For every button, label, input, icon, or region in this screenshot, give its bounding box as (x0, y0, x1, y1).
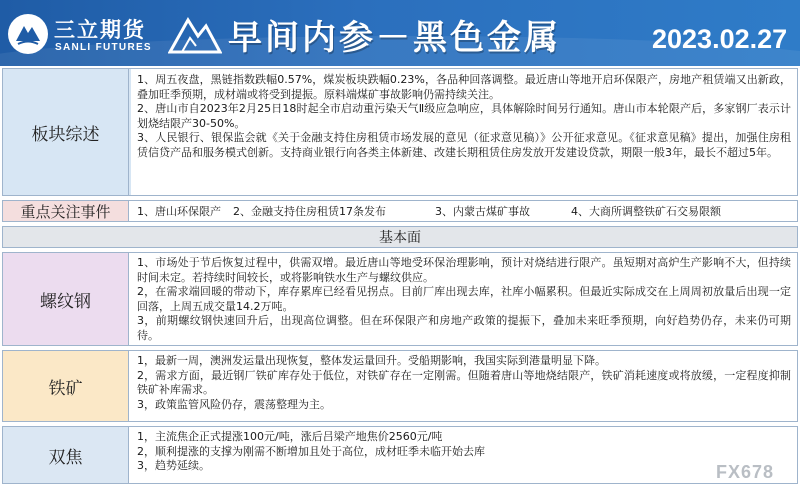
logo-chinese-name: 三立期货 (54, 18, 146, 42)
iron-ore-content (131, 351, 797, 421)
iron-ore-line: 2，需求方面，最近钢厂铁矿库存处于低位，对铁矿存在一定刚需。但随着唐山等地烧结限产，铁矿消耗速度或将放缓，一定程度抑制铁矿补库需求。 (137, 368, 791, 397)
section-overview (2, 68, 798, 196)
section-coke (2, 426, 798, 484)
overview-line: 1、周五夜盘，黑链指数跌幅0.57%，煤炭板块跌幅0.23%，各品种回落调整。最近唐山等地开启环保限产，房地产租赁端又出新政，叠加旺季预期，成材端或将受到提振。原料端煤矿事故影响仍需持续关注。 (137, 73, 791, 101)
overview-label: 板块综述 (3, 69, 129, 195)
logo-english-name: SANLI FUTURES (55, 42, 152, 53)
overview-line: 3、人民银行、银保监会就《关于金融支持住房租赁市场发展的意见（征求意见稿）》公开征求意见。《征求意见稿》提出，加强住房租赁信贷产品和服务模式创新。支持商业银行向各类主体新建、改建长期租赁住房发放开发建设贷款，期限一般3年，最长不超过5年。 (137, 131, 791, 159)
coke-label: 双焦 (3, 427, 129, 483)
sanli-logo-icon (8, 14, 48, 54)
header-banner (0, 0, 800, 66)
rebar-label: 螺纹钢 (3, 253, 129, 345)
coke-line: 1，主流焦企正式提涨100元/吨，涨后吕梁产地焦价2560元/吨 (137, 430, 443, 443)
iron-ore-label: 铁矿 (3, 351, 129, 421)
rebar-line: 1、市场处于节后恢复过程中，供需双增。最近唐山等地受环保治理影响，预计对烧结进行限产。虽短期对高炉生产影响不大，但持续时间未定。若持续时间较长，或将影响铁水生产与螺纹供应。 (137, 256, 791, 284)
iron-ore-line: 1，最新一周，澳洲发运量出现恢复，整体发运量回升。受船期影响，我国实际到港量明显下降。 (137, 354, 606, 367)
coke-line: 3，趋势延续。 (137, 459, 210, 473)
section-fundamentals-header (2, 226, 798, 248)
events-list (131, 201, 797, 221)
section-iron-ore (2, 350, 798, 422)
overview-line: 2、唐山市自2023年2月25日18时起全市启动重污染天气Ⅱ级应急响应，具体解除时间另行通知。唐山市本轮限产后，多家钢厂表示计划烧结限产30-50%。 (137, 102, 791, 130)
overview-content (131, 69, 797, 195)
fundamentals-heading: 基本面 (379, 230, 421, 246)
event-item: 3、内蒙古煤矿事故 (435, 205, 530, 218)
event-item: 4、大商所调整铁矿石交易限额 (571, 205, 721, 218)
coke-content (131, 427, 797, 483)
event-item: 1、唐山环保限产 (137, 205, 221, 218)
coke-line: 2，顺利提涨的支撑为刚需不断增加且处于高位，成材旺季未临开始去库 (137, 444, 485, 458)
report-date: 2023.02.27 (652, 24, 788, 54)
mountain-icon (168, 12, 222, 56)
iron-ore-line: 3，政策监管风险仍存，震荡整理为主。 (137, 397, 331, 411)
event-item: 2、金融支持住房租赁17条发布 (233, 205, 386, 218)
watermark: FX678 (716, 462, 775, 482)
rebar-line: 2，在需求端回暖的带动下，库存累库已经看见拐点。目前厂库出现去库，社库小幅累积。但最近实际成交在上周周初放量后出现一定回落，上周五成交量14.2万吨。 (137, 285, 791, 313)
events-label: 重点关注事件 (3, 201, 129, 221)
rebar-line: 3，前期螺纹钢快速回升后，出现高位调整。但在环保限产和房地产政策的提振下，叠加未来旺季预期，向好趋势仍存，未来仍可期待。 (137, 314, 791, 342)
section-key-events (2, 200, 798, 222)
rebar-content (131, 253, 797, 345)
page-title: 早间内参－黑色金属 (228, 18, 561, 58)
section-rebar (2, 252, 798, 346)
